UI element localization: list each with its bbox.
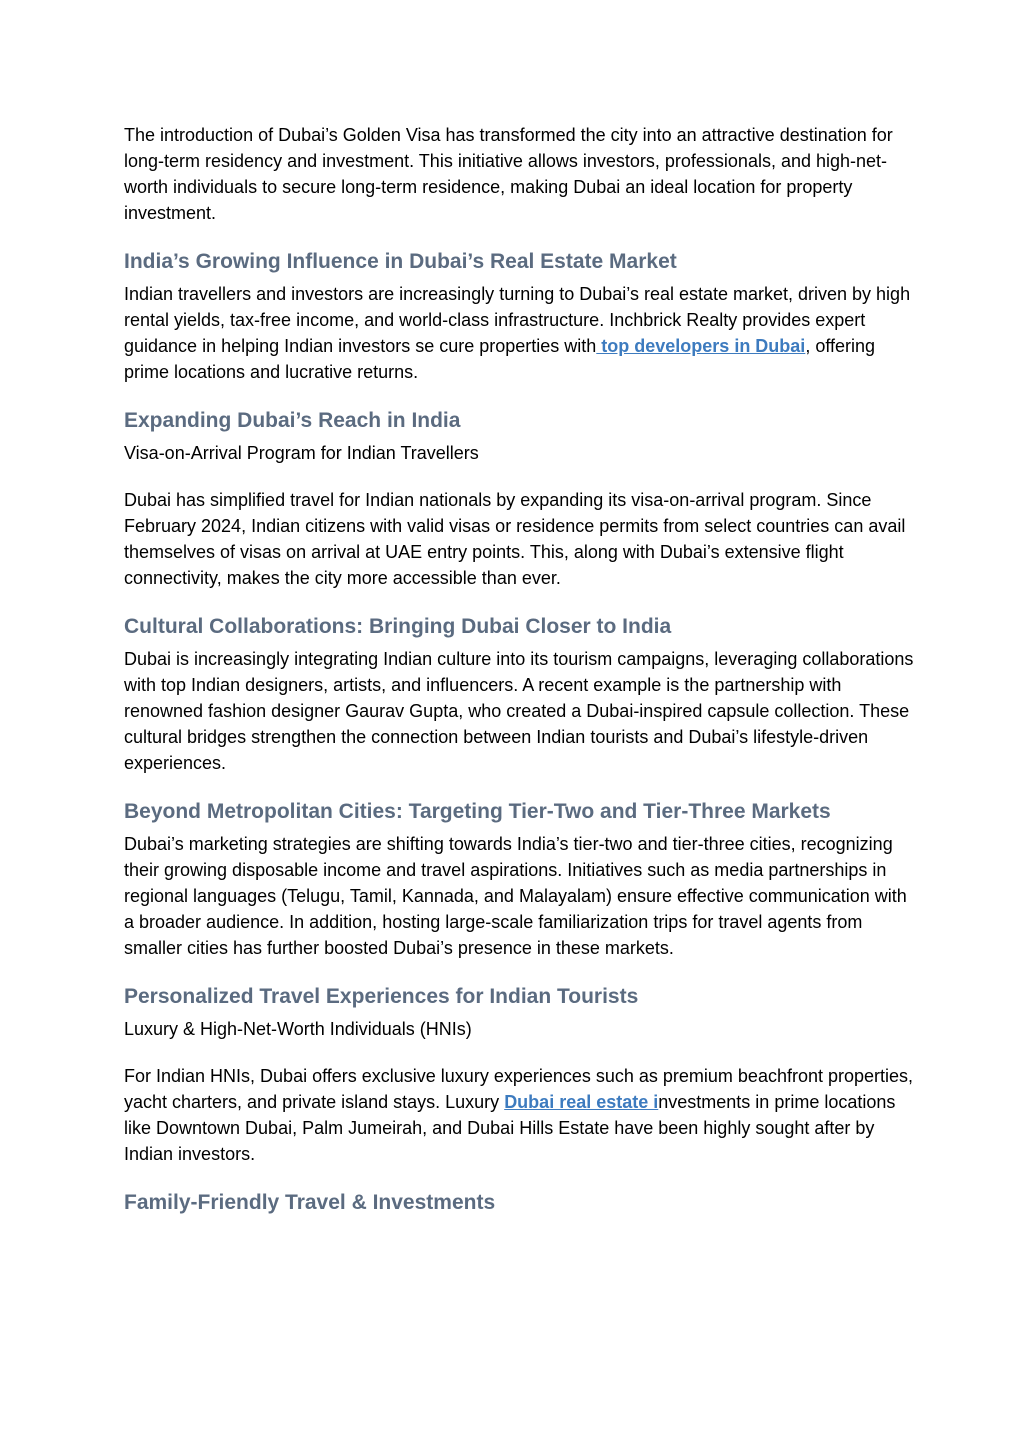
personalized-text-start: For Indian HNIs, Dubai offers exclusive luxury experiences such as premium beachfront properties, yacht charters, and private island stays. Luxury bbox=[124, 1066, 914, 1112]
india-influence-text-start: Indian travellers and investors are increasingly turning to Dubai’s real estate market, driven by high rental yields, tax-free income, and world-class infrastructure. Inchbrick Realty provides expert guidance in helping Indian investors se cure properties with bbox=[124, 284, 911, 356]
cultural-paragraph: Dubai is increasingly integrating Indian culture into its tourism campaigns, leveraging collaborations with top Indian designers, artists, and influencers. A recent example is the partnership with renowned fashion designer Gaurav Gupta, who created a Dubai-inspired capsule collection. These cultural bridges strengthen the connection between Indian tourists and Dubai’s lifestyle-driven experiences. bbox=[124, 649, 914, 773]
family-heading: Family-Friendly Travel & Investments bbox=[124, 1191, 496, 1214]
cultural-heading: Cultural Collaborations: Bringing Dubai Closer to India bbox=[124, 615, 672, 638]
personalized-heading: Personalized Travel Experiences for Indian Tourists bbox=[124, 985, 639, 1008]
personalized-paragraph bbox=[124, 1063, 914, 1167]
india-influence-heading: India’s Growing Influence in Dubai’s Real Estate Market bbox=[124, 250, 677, 273]
expanding-reach-heading: Expanding Dubai’s Reach in India bbox=[124, 409, 461, 432]
dubai-real-estate-link[interactable]: Dubai real estate i bbox=[504, 1092, 659, 1112]
luxury-hni-subheading: Luxury & High-Net-Worth Individuals (HNIs) bbox=[124, 1019, 472, 1039]
intro-paragraph: The introduction of Dubai’s Golden Visa has transformed the city into an attractive destination for long-term residency and investment. This initiative allows investors, professionals, and high-net-worth individuals to secure long-term residence, making Dubai an ideal location for property investment. bbox=[124, 125, 893, 223]
personalized-text-end: nvestments in prime locations like Downtown Dubai, Palm Jumeirah, and Dubai Hills Estate have been highly sought after by Indian investors. bbox=[124, 1092, 896, 1164]
india-influence-paragraph bbox=[124, 281, 914, 385]
tier-markets-paragraph: Dubai’s marketing strategies are shifting towards India’s tier-two and tier-three cities, recognizing their growing disposable income and travel aspirations. Initiatives such as media partnerships in regional languages (Telugu, Tamil, Kannada, and Malayalam) ensure effective communication with a broader audience. In addition, hosting large-scale familiarization trips for travel agents from smaller cities has further boosted Dubai’s presence in these markets. bbox=[124, 834, 907, 958]
visa-on-arrival-subheading: Visa-on-Arrival Program for Indian Travellers bbox=[124, 443, 479, 463]
top-developers-link[interactable]: top developers in Dubai bbox=[596, 336, 806, 356]
tier-markets-heading: Beyond Metropolitan Cities: Targeting Tier-Two and Tier-Three Markets bbox=[124, 800, 831, 823]
document-page bbox=[124, 122, 914, 1217]
india-influence-text-end: , offering prime locations and lucrative returns. bbox=[124, 336, 876, 382]
expanding-reach-paragraph: Dubai has simplified travel for Indian nationals by expanding its visa-on-arrival program. Since February 2024, Indian citizens with valid visas or residence permits from select countries can avail themselves of visas on arrival at UAE entry points. This, along with Dubai’s extensive flight connectivity, makes the city more accessible than ever. bbox=[124, 490, 906, 588]
